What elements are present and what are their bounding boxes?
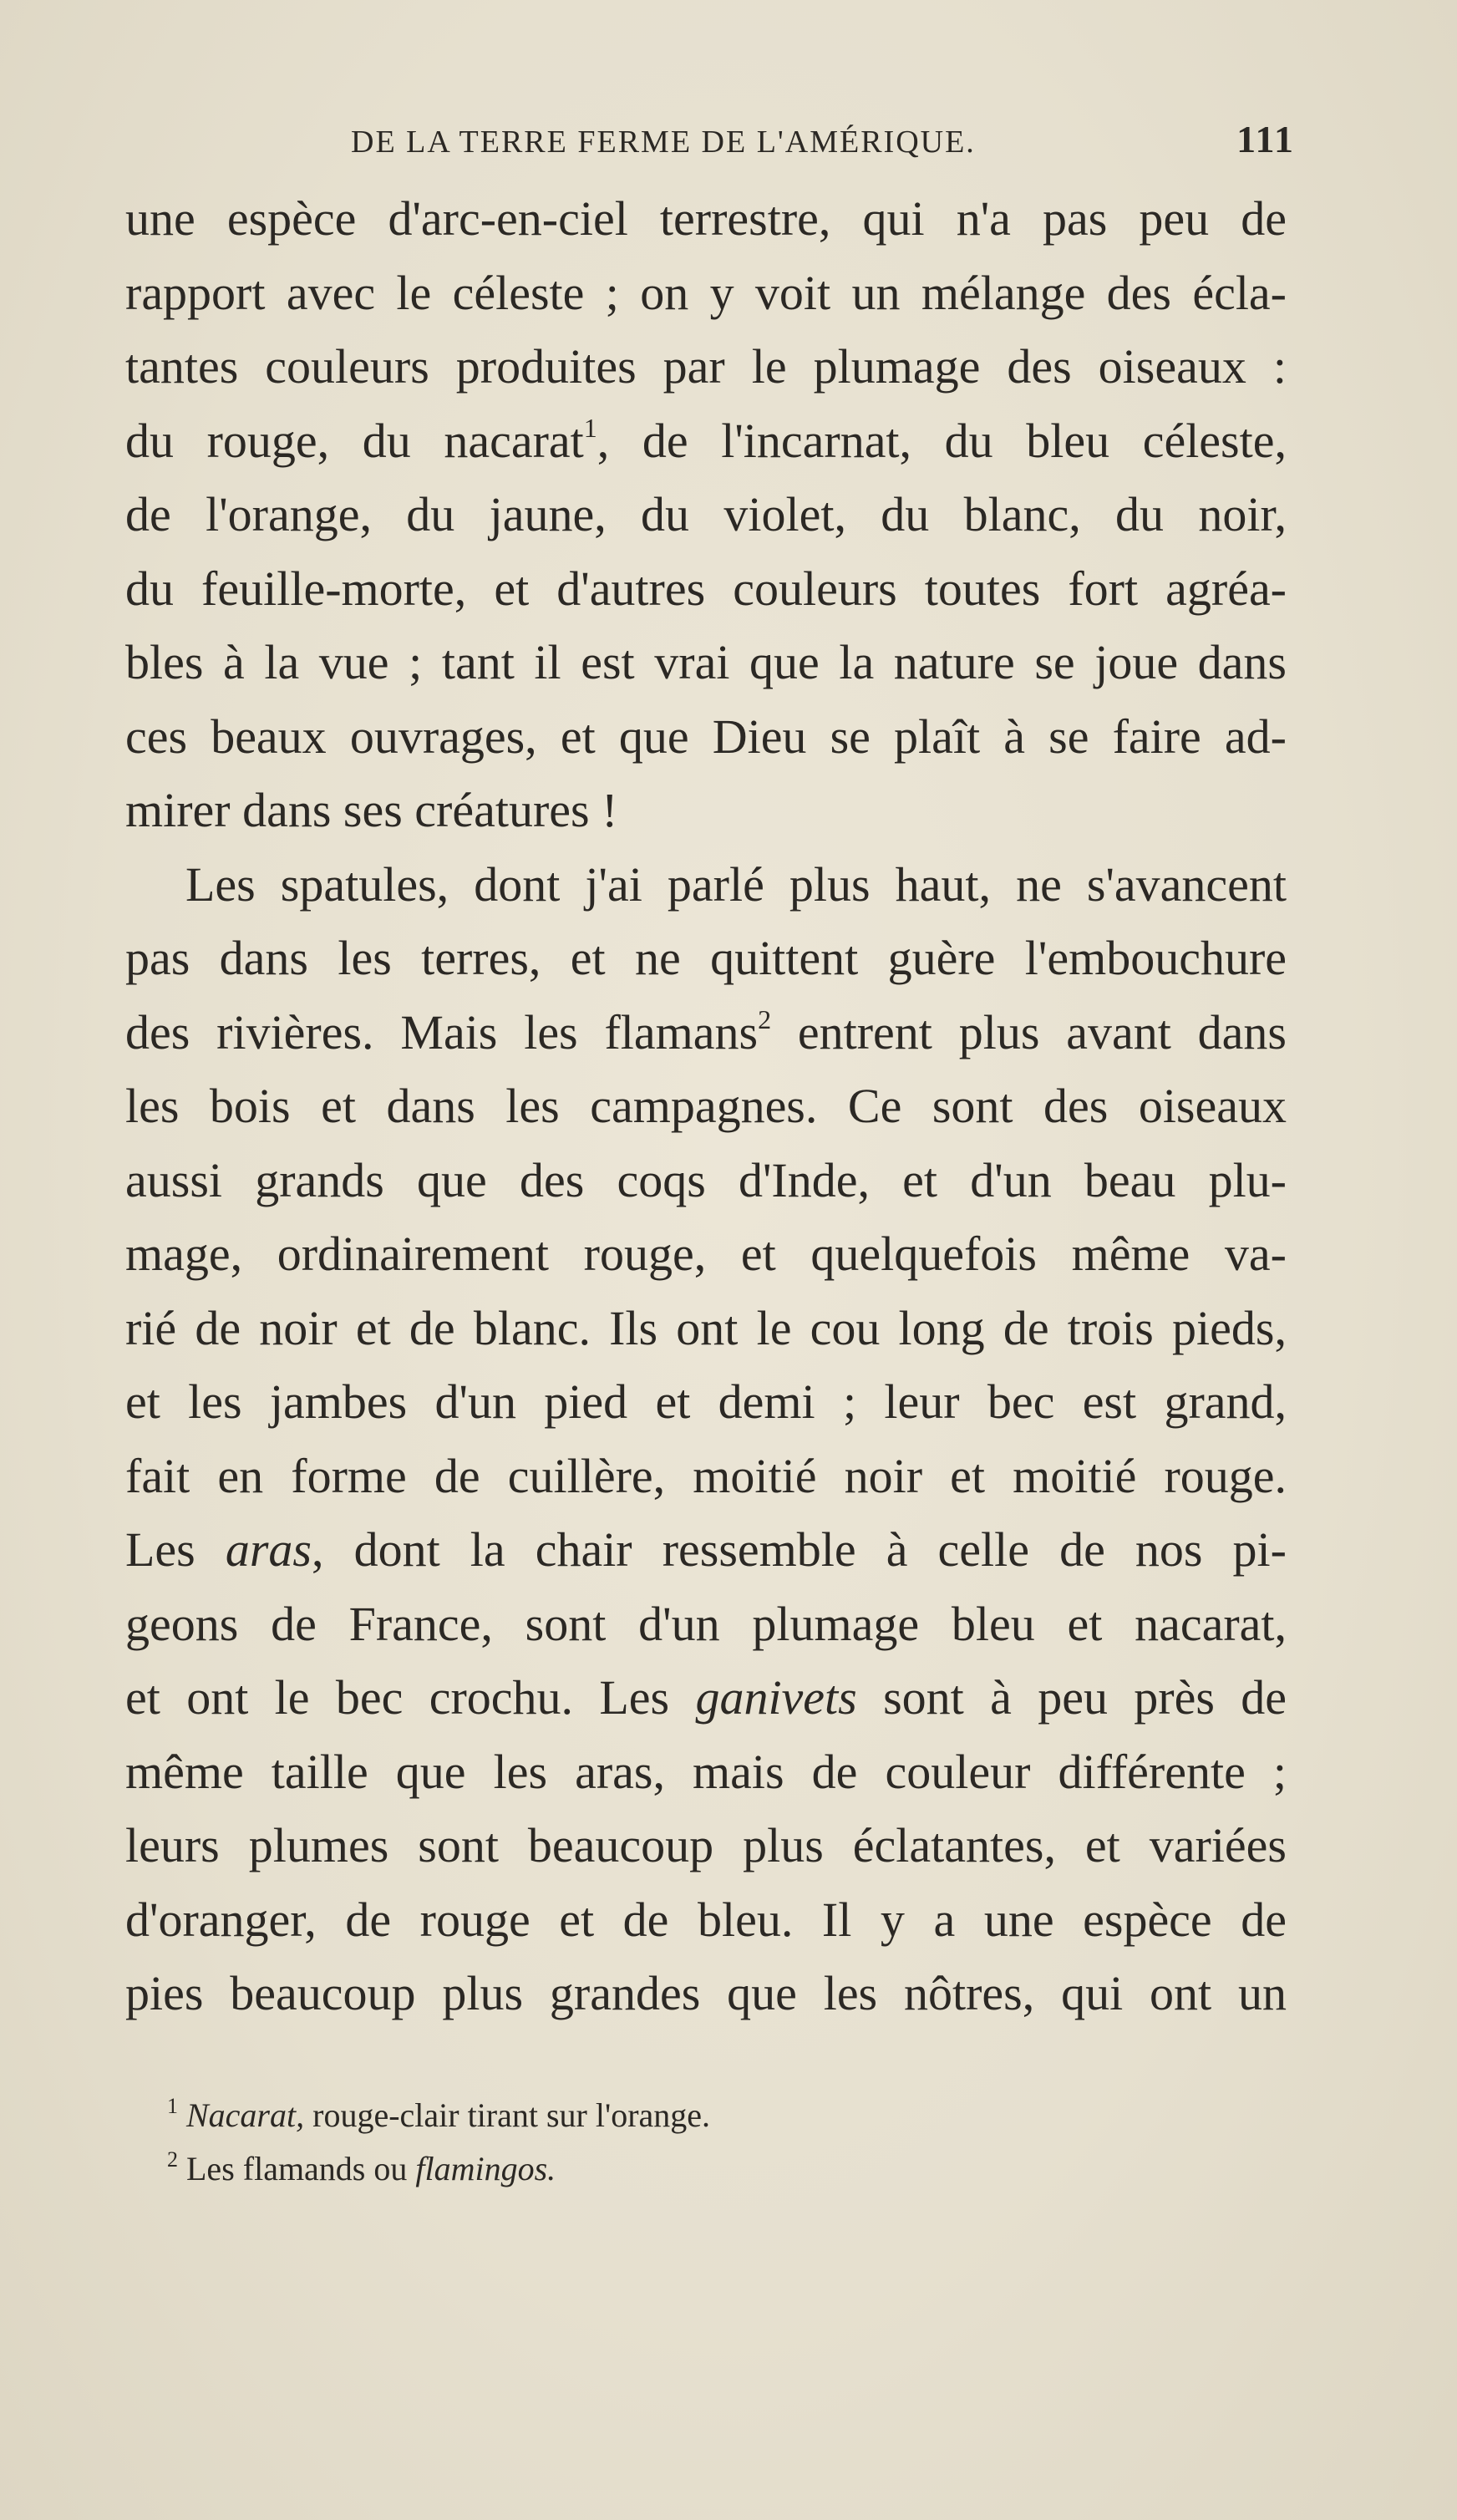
footnote-term: flamingos. xyxy=(415,2150,556,2187)
text-line: les bois et dans les campagnes. Ce sont des oiseaux xyxy=(125,1079,1287,1133)
footnote-ref-1: 1 xyxy=(583,412,597,443)
footnotes xyxy=(167,2089,1170,2196)
text-line: et les jambes d'un pied et demi ; leur bec est grand, xyxy=(125,1374,1287,1429)
paragraph-start-line: Les spatules, dont j'ai parlé plus haut, ne s'avancent xyxy=(185,856,1287,912)
text-line xyxy=(125,996,1287,1070)
text-segment: et ont le bec crochu. Les xyxy=(125,1670,696,1725)
text-line: de l'orange, du jaune, du violet, du blanc, du noir, xyxy=(125,487,1287,541)
text-segment: , dont la chair ressemble à celle de nos pi- xyxy=(311,1522,1287,1577)
text-segment: entrent plus avant dans xyxy=(771,1004,1287,1059)
text-segment: du rouge, du nacarat xyxy=(125,413,584,468)
footnote-ref-2: 2 xyxy=(758,1003,772,1034)
paragraph-end-line: mirer dans ses créatures ! xyxy=(125,783,618,837)
text-line: d'oranger, de rouge et de bleu. Il y a une espèce de xyxy=(125,1892,1287,1947)
text-segment: sont à peu près de xyxy=(856,1670,1287,1725)
page-number: 111 xyxy=(1236,118,1295,160)
italic-term: ganivets xyxy=(695,1670,857,1725)
text-line: du feuille-morte, et d'autres couleurs toutes fort agréa- xyxy=(125,561,1287,616)
footnote-mark: 1 xyxy=(167,2094,178,2118)
footnote-text: rouge-clair tirant sur l'orange. xyxy=(304,2096,711,2134)
text-line: mage, ordinairement rouge, et quelquefois même va- xyxy=(125,1227,1287,1281)
text-line: pies beaucoup plus grandes que les nôtres, qui ont un xyxy=(125,1966,1287,2020)
text-line: geons de France, sont d'un plumage bleu et nacarat, xyxy=(125,1596,1287,1651)
text-line: tantes couleurs produites par le plumage des oiseaux : xyxy=(125,339,1287,394)
footnote-text: Les flamands ou xyxy=(186,2150,416,2187)
footnote-1 xyxy=(167,2089,1170,2142)
text-segment: des rivières. Mais les flamans xyxy=(125,1004,759,1059)
text-line: ces beaux ouvrages, et que Dieu se plaît à se faire ad- xyxy=(125,709,1287,764)
text-line: bles à la vue ; tant il est vrai que la nature se joue dans xyxy=(125,635,1287,689)
text-line: fait en forme de cuillère, moitié noir et moitié rouge. xyxy=(125,1448,1287,1503)
body-text xyxy=(125,182,1287,2031)
footnote-term: Nacarat, xyxy=(186,2096,305,2134)
text-segment: , de l'incarnat, du bleu céleste, xyxy=(597,413,1287,468)
text-segment: Les xyxy=(125,1522,226,1577)
italic-term: aras xyxy=(225,1522,312,1577)
text-line: même taille que les aras, mais de couleur différente ; xyxy=(125,1744,1287,1799)
footnote-mark: 2 xyxy=(167,2147,178,2172)
text-line: aussi grands que des coqs d'Inde, et d'un beau plu- xyxy=(125,1152,1287,1207)
text-line: pas dans les terres, et ne quittent guère l'embouchure xyxy=(125,931,1287,985)
text-line: leurs plumes sont beaucoup plus éclatantes, et variées xyxy=(125,1818,1287,1872)
running-head xyxy=(125,117,1295,167)
text-line: une espèce d'arc-en-ciel terrestre, qui n'a pas peu de xyxy=(125,191,1287,246)
text-line: rapport avec le céleste ; on y voit un mélange des écla- xyxy=(125,265,1287,320)
text-line xyxy=(125,1661,1287,1735)
running-title: DE LA TERRE FERME DE L'AMÉRIQUE. xyxy=(351,124,976,160)
text-line xyxy=(125,1513,1287,1588)
text-line: rié de noir et de blanc. Ils ont le cou long de trois pieds, xyxy=(125,1300,1287,1355)
text-line xyxy=(125,404,1287,479)
footnote-2 xyxy=(167,2142,1170,2196)
